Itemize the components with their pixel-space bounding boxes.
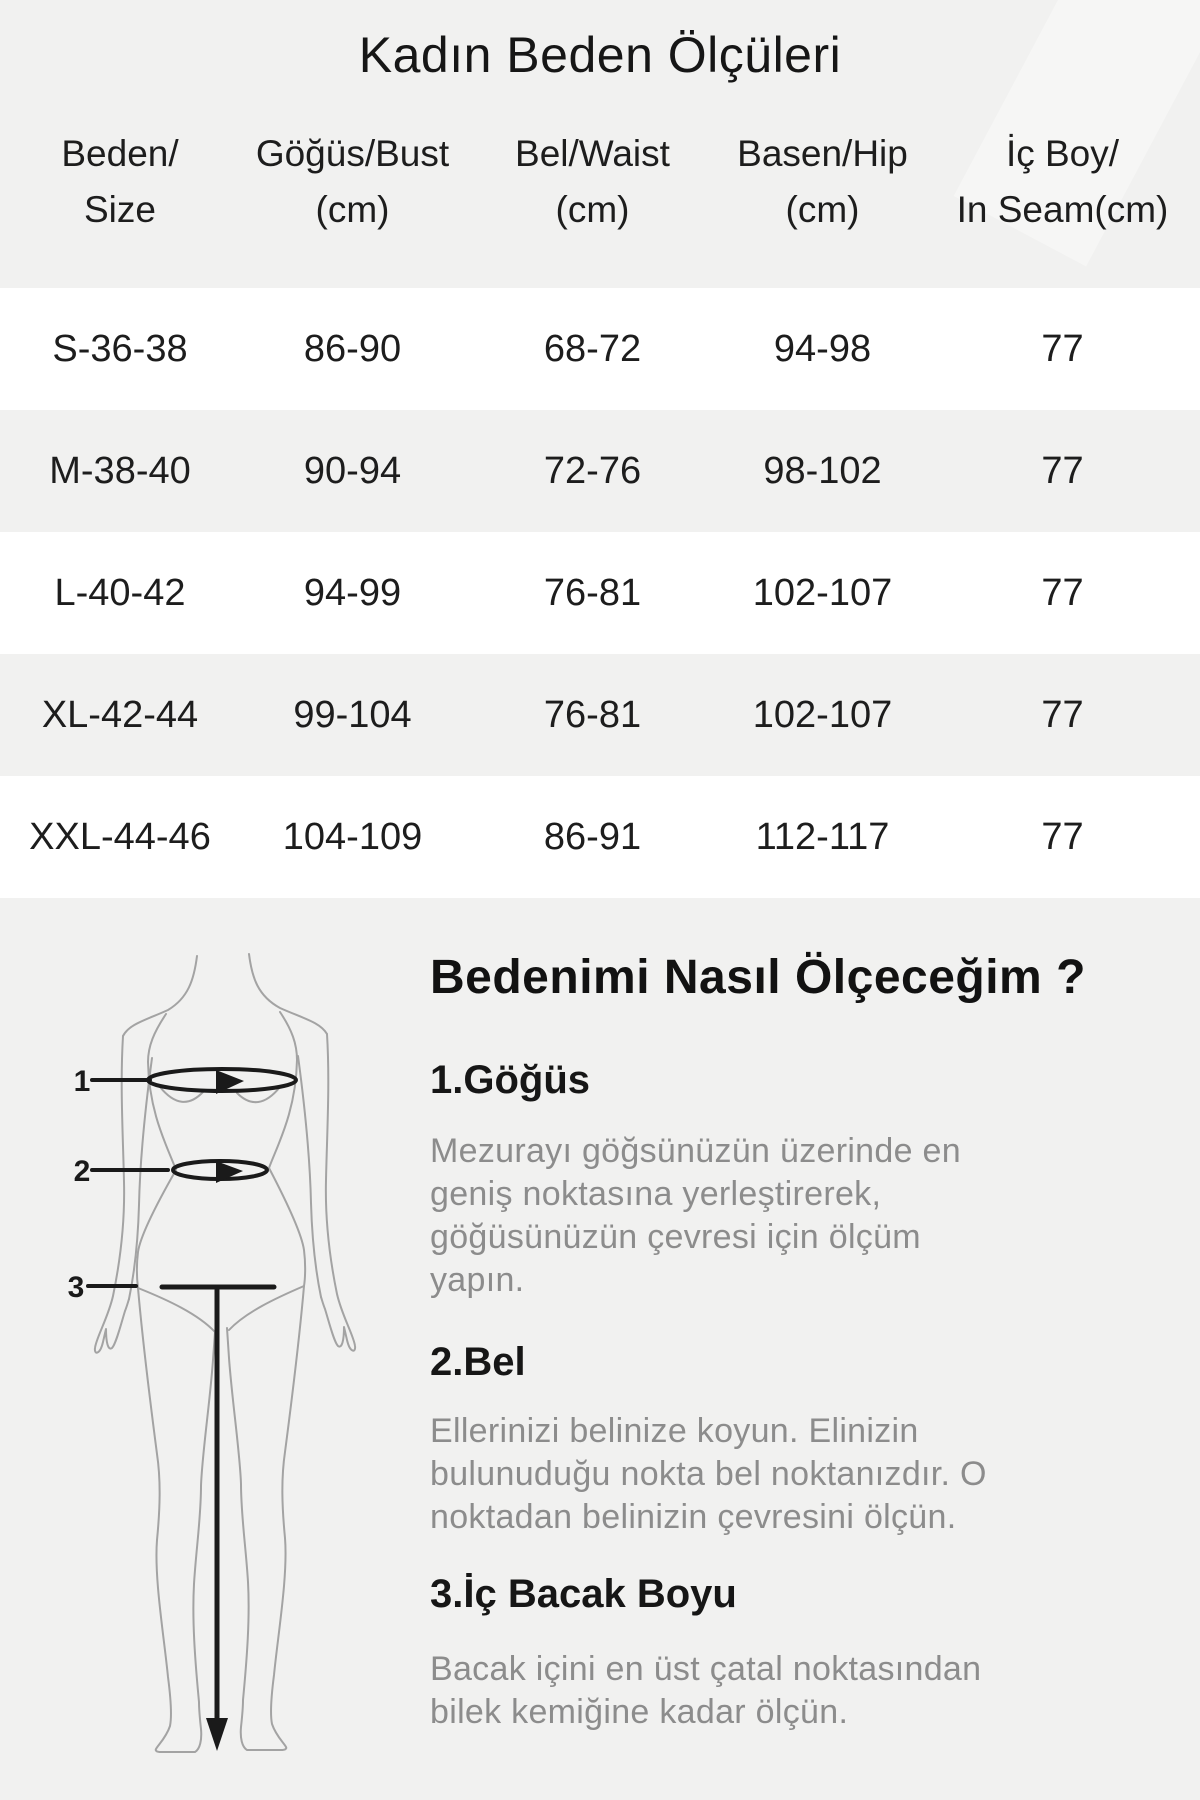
col-header-line: In Seam(cm) — [956, 189, 1169, 230]
right-leg-outline — [227, 1286, 304, 1750]
guide-text-line: Ellerinizi belinize koyun. Elinizin — [430, 1412, 919, 1450]
guide-text-line: noktadan belinizin çevresini ölçün. — [430, 1498, 957, 1536]
size-cell: 77 — [1041, 693, 1084, 736]
diagram-label-2: 2 — [73, 1155, 91, 1188]
guide-section-title-bust: 1.Göğüs — [430, 1058, 591, 1102]
size-cell: 76-81 — [543, 693, 642, 736]
size-cell: 94-98 — [773, 327, 872, 370]
right-arm-outline — [321, 1034, 355, 1351]
col-header-line: Göğüs/Bust — [255, 133, 450, 174]
guide-section-title-inseam: 3.İç Bacak Boyu — [430, 1572, 737, 1616]
guide-section-title-waist: 2.Bel — [430, 1340, 526, 1384]
guide-heading: Bedenimi Nasıl Ölçeceğim ? — [430, 951, 1086, 1004]
guide-text-line: Bacak içini en üst çatal noktasından — [430, 1650, 982, 1688]
size-row-xxl — [0, 776, 1200, 898]
torso-right-line — [269, 1012, 305, 1286]
col-header-line: (cm) — [555, 189, 630, 230]
size-cell: 68-72 — [543, 327, 642, 370]
col-header-line: Basen/Hip — [737, 133, 908, 174]
col-header-bust — [240, 110, 465, 288]
size-cell: 102-107 — [752, 693, 893, 736]
col-header-line: Size — [84, 189, 156, 230]
right-arm-inner-line — [298, 1056, 321, 1297]
size-cell: 94-99 — [303, 571, 402, 614]
size-row-s — [0, 288, 1200, 410]
size-cell: 86-91 — [543, 815, 642, 858]
guide-text-line: Mezurayı göğsünüzün üzerinde en — [430, 1132, 961, 1170]
size-cell: XL-42-44 — [41, 693, 199, 736]
size-row-m — [0, 410, 1200, 532]
col-header-line: Bel/Waist — [515, 133, 670, 174]
size-cell: 104-109 — [282, 815, 423, 858]
size-table — [0, 110, 1200, 898]
guide-text-line: yapın. — [430, 1261, 525, 1299]
col-header-size — [0, 110, 240, 288]
size-table-header-row — [0, 110, 1200, 288]
guide-section-body-waist — [430, 1410, 987, 1539]
size-cell: M-38-40 — [49, 449, 191, 492]
col-header-hip — [720, 110, 925, 288]
size-row-l — [0, 532, 1200, 654]
size-cell: S-36-38 — [52, 327, 188, 370]
left-arm-inner-line — [129, 1058, 152, 1299]
size-cell: 102-107 — [752, 571, 893, 614]
size-cell: 72-76 — [543, 449, 642, 492]
col-header-line: Beden/ — [61, 133, 179, 174]
size-cell: 90-94 — [303, 449, 402, 492]
col-header-inseam — [925, 110, 1200, 288]
size-cell: 77 — [1041, 815, 1084, 858]
size-cell: L-40-42 — [54, 571, 186, 614]
col-header-waist — [465, 110, 720, 288]
measurement-annotations — [68, 1065, 296, 1751]
guide-text-line: bilek kemiğine kadar ölçün. — [430, 1693, 849, 1731]
size-cell: 112-117 — [755, 815, 890, 858]
col-header-line: İç Boy/ — [1005, 133, 1120, 174]
left-arm-outline — [95, 1036, 129, 1353]
col-header-line: (cm) — [315, 189, 390, 230]
col-header-line: (cm) — [785, 189, 860, 230]
diagram-label-1: 1 — [73, 1065, 91, 1098]
bikini-right-line — [229, 1286, 304, 1330]
inseam-arrowhead — [206, 1718, 228, 1751]
size-cell: 77 — [1041, 571, 1084, 614]
size-cell: 86-90 — [303, 327, 402, 370]
size-cell: 76-81 — [543, 571, 642, 614]
size-cell: 77 — [1041, 449, 1084, 492]
guide-section-body-bust — [430, 1130, 961, 1302]
size-cell: 98-102 — [763, 449, 882, 492]
guide-text-line: göğüsünüzün çevresi için ölçüm — [430, 1218, 921, 1256]
size-cell: 77 — [1041, 327, 1084, 370]
guide-text-line: bulunuduğu nokta bel noktanızdır. O — [430, 1455, 987, 1493]
bikini-left-line — [138, 1288, 215, 1332]
size-cell: XXL-44-46 — [29, 815, 211, 858]
guide-text-line: geniş noktasına yerleştirerek, — [430, 1175, 882, 1213]
page-title: Kadın Beden Ölçüleri — [358, 27, 842, 83]
left-leg-outline — [138, 1288, 215, 1752]
neck-right-line — [249, 954, 327, 1034]
size-cell: 99-104 — [293, 693, 412, 736]
diagram-label-3: 3 — [67, 1271, 85, 1304]
size-row-xl — [0, 654, 1200, 776]
guide-section-body-inseam — [430, 1648, 981, 1734]
body-measurement-diagram — [30, 950, 380, 1790]
